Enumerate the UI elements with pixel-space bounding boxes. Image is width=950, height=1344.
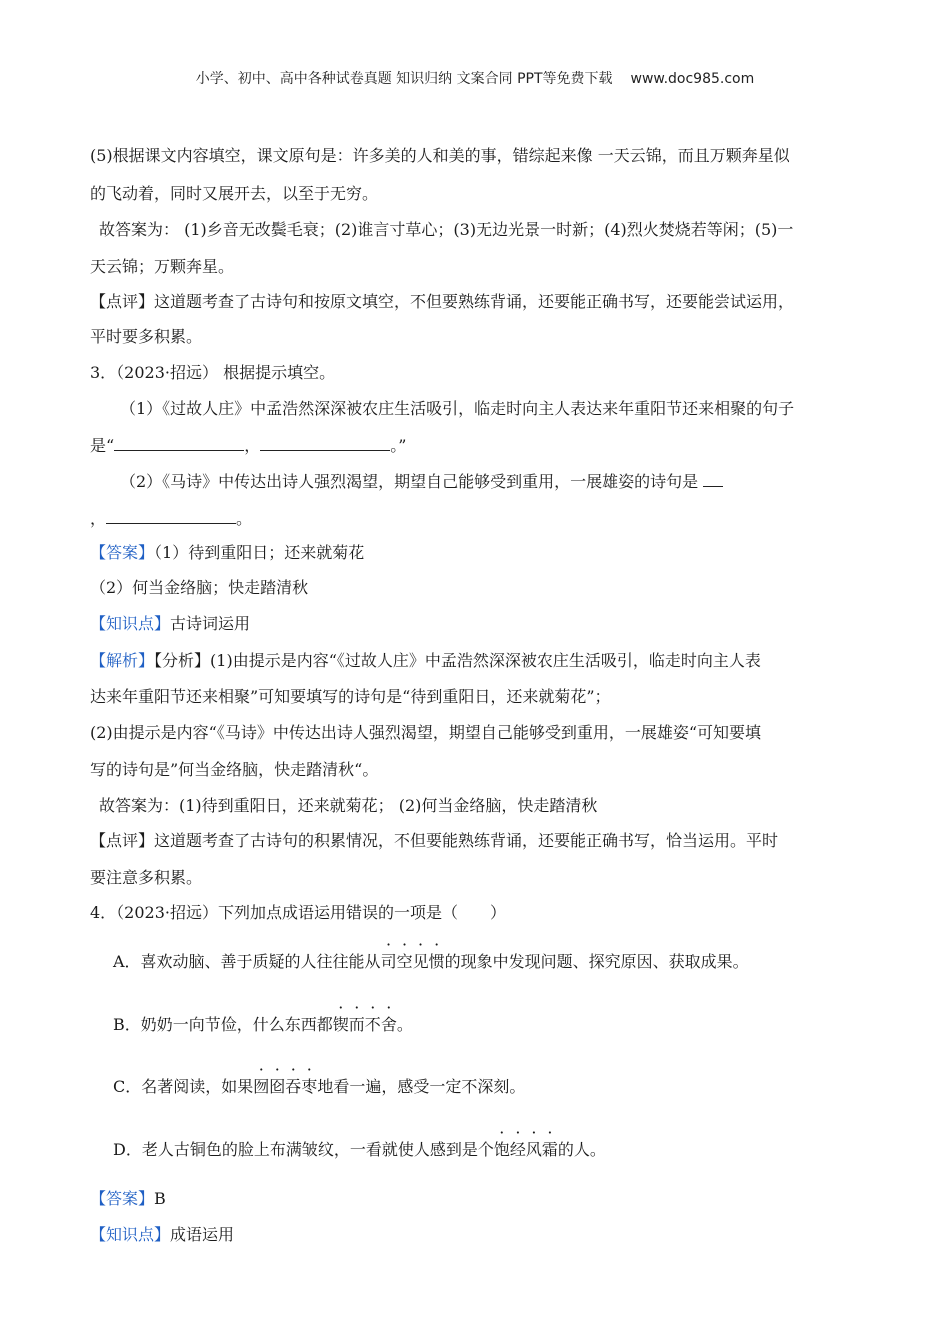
q3-prompt-1: （1）《过故人庄》中孟浩然深深被农庄生活吸引，临走时向主人表达来年重阳节还来相聚的句子: [120, 399, 795, 418]
answer-blank: [703, 470, 723, 487]
answer-blank: [260, 434, 390, 451]
dotted-char: 饱: [493, 1140, 510, 1159]
dotted-char: 锲: [332, 1015, 349, 1034]
q3-conclusion: 故答案为：(1)待到重阳日，还来就菊花； (2)何当金络脑，快走踏清秋: [99, 796, 598, 815]
dotted-char: 囵: [269, 1077, 286, 1096]
page-header: [0, 68, 950, 88]
dotted-char: 吞: [285, 1077, 302, 1096]
text-line: 的飞动着，同时又展开去，以至于无穷。: [90, 184, 379, 203]
dotted-char: 舍: [380, 1015, 397, 1034]
dotted-char: 司: [380, 952, 397, 971]
review-tag: 【点评】: [90, 831, 155, 850]
review-tag: 【点评】: [90, 292, 155, 311]
text-line: 达来年重阳节还来相聚”可知要填写的诗句是“待到重阳日，还来就菊花”；: [90, 687, 611, 706]
q3-prompt-1-blanks: 是“ ， 。”: [90, 436, 407, 455]
q3-prompt-2: （2）《马诗》中传达出诗人强烈渴望，期望自己能够受到重用，一展雄姿的诗句是: [120, 470, 723, 493]
text-line: 平时要多积累。: [90, 327, 203, 346]
q4-answer: 【答案】B: [90, 1189, 166, 1208]
dotted-char: 枣: [301, 1077, 318, 1096]
q3-prompt-2-blanks: ， 。: [90, 509, 253, 528]
text-line: (5)根据课文内容填空，课文原句是：许多美的人和美的事，错综起来像 一天云锦，而且万颗奔星似: [90, 146, 790, 165]
header-text: 小学、初中、高中各种试卷真题 知识归纳 文案合同 PPT等免费下载: [195, 71, 613, 87]
dotted-char: 惯: [428, 952, 445, 971]
text-line: 天云锦；万颗奔星。: [90, 257, 235, 276]
dotted-char: 囫: [253, 1077, 270, 1096]
dotted-char: 而: [348, 1015, 365, 1034]
knowledge-tag: 【知识点】: [90, 1225, 171, 1244]
header-site: www.doc985.com: [630, 71, 755, 87]
answer-blank: [106, 507, 236, 524]
dotted-char: 不: [364, 1015, 381, 1034]
dotted-char: 经: [509, 1140, 526, 1159]
dotted-char: 风: [525, 1140, 542, 1159]
option-c: C．名著阅读，如果囫囵吞枣地看一遍，感受一定不深刻。: [113, 1077, 526, 1096]
text-line: 要注意多积累。: [90, 868, 203, 887]
q3-answer: 【答案】（1）待到重阳日；还来就菊花: [90, 543, 365, 562]
answer-tag: 【答案】: [90, 543, 155, 562]
q3-analysis: 【解析】【分析】(1)由提示是内容“《过故人庄》中孟浩然深深被农庄生活吸引，临走时向主人表: [90, 651, 761, 670]
text-line: (2)由提示是内容“《马诗》中传达出诗人强烈渴望，期望自己能够受到重用，一展雄姿“可知要填: [90, 723, 762, 742]
text-line: 写的诗句是”何当金络脑，快走踏清秋“。: [90, 760, 379, 779]
question-4-stem: 4．（2023·招远）下列加点成语运用错误的一项是（ ）: [90, 903, 506, 922]
text-line: 故答案为： (1)乡音无改鬓毛衰；(2)谁言寸草心；(3)无边光景一时新；(4)烈火焚烧若等闲；(5)一: [99, 220, 794, 239]
knowledge-tag: 【知识点】: [90, 614, 171, 633]
analysis-tag: 【解析】: [90, 651, 155, 670]
answer-blank: [114, 434, 244, 451]
q4-knowledge: 【知识点】成语运用: [90, 1225, 235, 1244]
dotted-char: 霜: [541, 1140, 558, 1159]
option-d: D．老人古铜色的脸上布满皱纹，一看就使人感到是个饱经风霜的人。: [113, 1140, 606, 1159]
question-3-stem: 3．（2023·招远） 根据提示填空。: [90, 363, 336, 382]
option-b: B．奶奶一向节俭，什么东西都锲而不舍。: [113, 1015, 413, 1034]
dotted-char: 空: [396, 952, 413, 971]
answer-tag: 【答案】: [90, 1189, 155, 1208]
option-a: A．喜欢动脑、善于质疑的人往往能从司空见惯的现象中发现问题、探究原因、获取成果。: [113, 952, 749, 971]
q3-review: 【点评】这道题考查了古诗句的积累情况，不但要能熟练背诵，还要能正确书写，恰当运用。平时: [90, 831, 779, 850]
review-line: 【点评】这道题考查了古诗句和按原文填空，不但要熟练背诵，还要能正确书写，还要能尝试运用，: [90, 292, 795, 311]
dotted-char: 见: [412, 952, 429, 971]
q3-knowledge: 【知识点】古诗词运用: [90, 614, 251, 633]
q3-answer-2: （2）何当金络脑；快走踏清秋: [90, 578, 309, 597]
